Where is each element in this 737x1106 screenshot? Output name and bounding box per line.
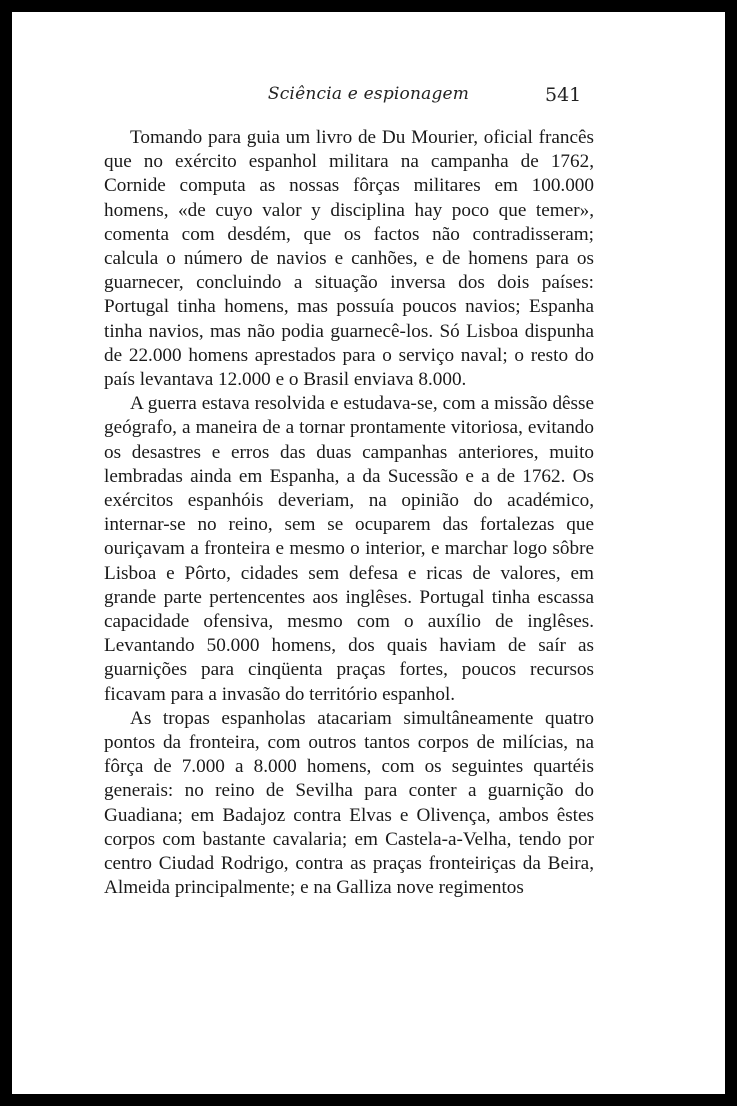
running-title: Sciência e espionagem — [267, 84, 470, 104]
paragraph: As tropas espanholas atacariam simultâneamente quatro pontos da fronteira, com outros tantos corpos de milícias, na fôrça de 7.000 a 8.000 homens, com os seguintes quartéis generais: no reino de Sevilha para conter a guarnição do Guadiana; em Badajoz contra Elvas e Olivença, ambos êstes corpos com bastante cavalaria; em Castela-a-Velha, tendo por centro Ciudad Rodrigo, contra as praças fronteiriças da Beira, Almeida principalmente; e na Galliza nove regimentos — [104, 707, 594, 899]
page-number: 541 — [545, 84, 582, 106]
page-header — [12, 84, 725, 110]
paragraph: A guerra estava resolvida e estudava-se, com a missão dêsse geógrafo, a maneira de a tornar prontamente vitoriosa, evitando os desastres e erros das duas campanhas anteriores, muito lembradas ainda em Espanha, a da Sucessão e a de 1762. Os exércitos espanhóis deveriam, na opinião do académico, internar-se no reino, sem se ocuparem das fortalezas que ouriçavam a fronteira e mesmo o interior, e marchar logo sôbre Lisboa e Pôrto, cidades sem defesa e ricas de valores, em grande parte pertencentes aos inglêses. Portugal tinha escassa capacidade ofensiva, mesmo com o auxílio de inglêses. Levantando 50.000 homens, dos quais haviam de saír as guarnições para cinqüenta praças fortes, poucos recursos ficavam para a invasão do território espanhol. — [104, 393, 594, 705]
paragraph: Tomando para guia um livro de Du Mourier, oficial francês que no exército espanhol militara na campanha de 1762, Cornide computa as nossas fôrças militares em 100.000 homens, «de cuyo valor y disciplina hay poco que temer», comenta com desdém, que os factos não contradisseram; calcula o número de navios e canhões, e de homens para os guarnecer, concluindo a situação inversa dos dois países: Portugal tinha homens, mas possuía poucos navios; Espanha tinha navios, mas não podia guarnecê-los. Só Lisboa dispunha de 22.000 homens aprestados para o serviço naval; o resto do país levantava 12.000 e o Brasil enviava 8.000. — [104, 127, 594, 391]
body-text — [104, 126, 594, 901]
document-page — [12, 12, 725, 1094]
